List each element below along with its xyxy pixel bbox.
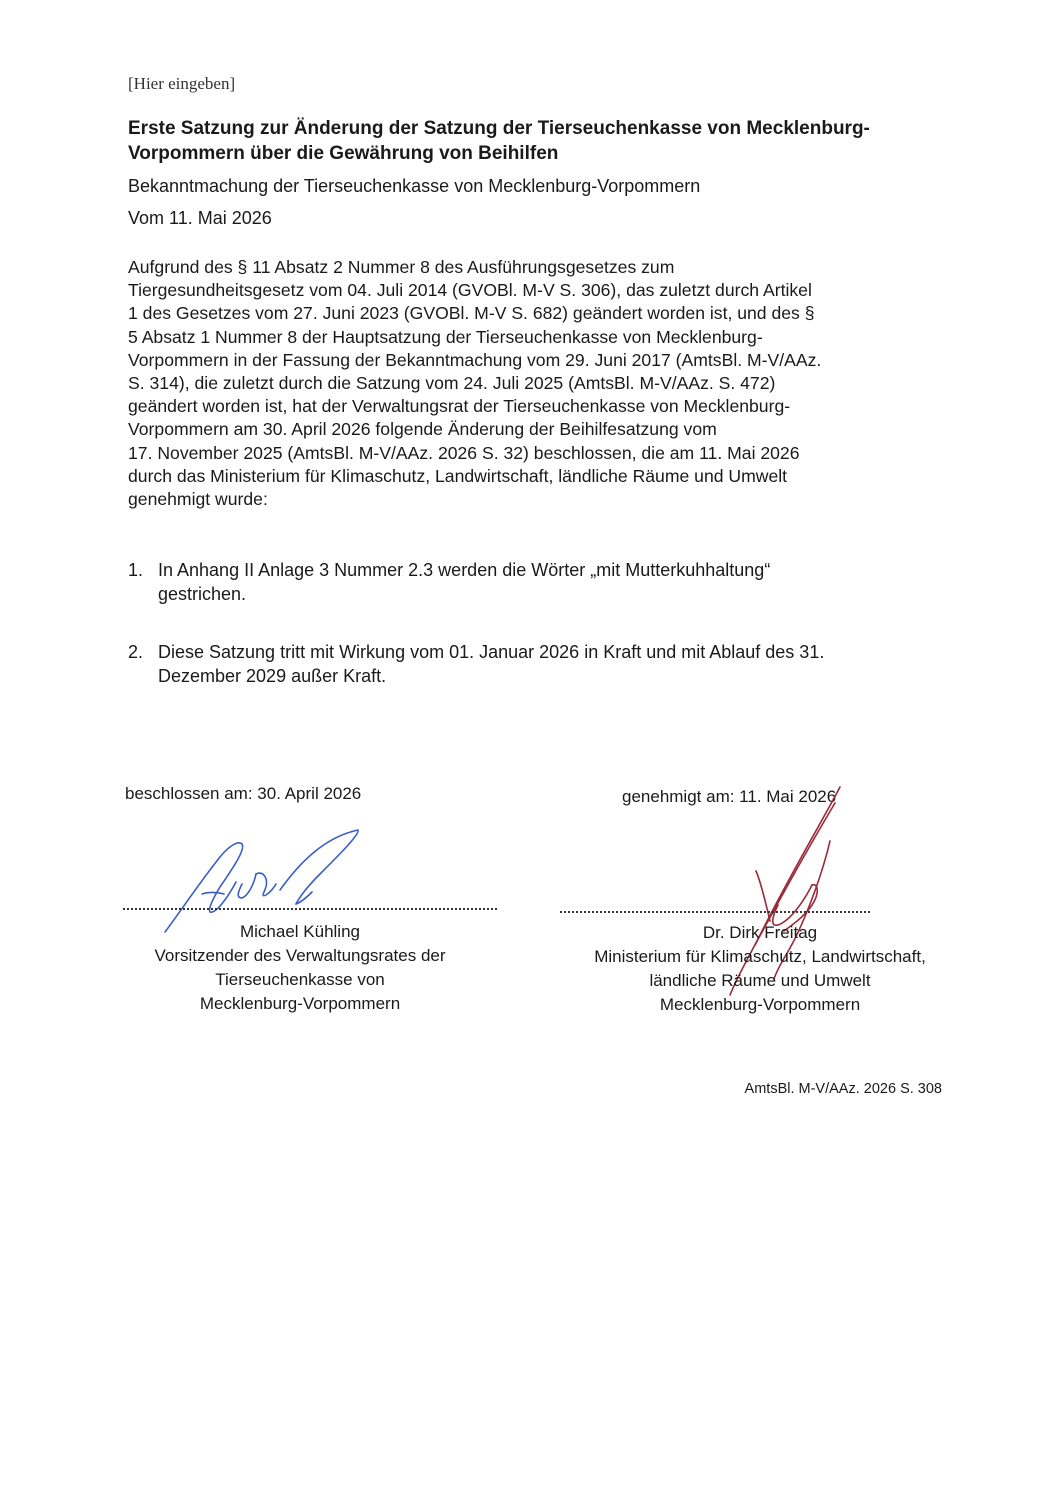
issue-date: Vom 11. Mai 2026: [128, 208, 272, 228]
placeholder-text: [Hier eingeben]: [128, 74, 236, 93]
publisher-line: Bekanntmachung der Tierseuchenkasse von Mecklenburg-Vorpommern: [128, 176, 701, 196]
list-item-line: Diese Satzung tritt mit Wirkung vom 01. Januar 2026 in Kraft und mit Ablauf des 31.: [158, 642, 825, 662]
list-item-line: Dezember 2029 außer Kraft.: [158, 666, 387, 686]
signatory-block-left: [120, 920, 480, 1016]
preamble-line: durch das Ministerium für Klimaschutz, Landwirtschaft, ländliche Räume und Umwelt: [128, 465, 788, 486]
signatory-role-line: Vorsitzender des Verwaltungsrates der: [154, 946, 446, 965]
preamble-paragraph: [128, 256, 968, 511]
signature-line-right: [560, 911, 870, 913]
list-item-text: [158, 558, 770, 606]
preamble-line: geändert worden ist, hat der Verwaltungsrat der Tierseuchenkasse von Mecklenburg-: [128, 396, 791, 417]
signatory-role-line: ländliche Räume und Umwelt: [649, 971, 871, 990]
signatory-role-line: Ministerium für Klimaschutz, Landwirtschaft,: [594, 947, 926, 966]
signatory-block-right: [560, 921, 960, 1017]
signature-line-left: [123, 908, 497, 910]
preamble-line: 1 des Gesetzes vom 27. Juni 2023 (GVOBl. M-V S. 682) geändert worden ist, und des §: [128, 303, 815, 324]
signatory-role-line: Mecklenburg-Vorpommern: [659, 995, 861, 1014]
signatory-role-line: Mecklenburg-Vorpommern: [199, 994, 401, 1013]
preamble-line: 17. November 2025 (AmtsBl. M-V/AAz. 2026 S. 32) beschlossen, die am 11. Mai 2026: [128, 442, 800, 463]
signatory-name-left: Michael Kühling: [239, 922, 360, 941]
preamble-line: genehmigt wurde:: [128, 489, 268, 510]
signatory-role-line: Tierseuchenkasse von: [215, 970, 385, 989]
preamble-line: Aufgrund des § 11 Absatz 2 Nummer 8 des Ausführungsgesetzes zum: [128, 257, 675, 277]
preamble-line: Vorpommern am 30. April 2026 folgende Änderung der Beihilfesatzung vom: [128, 419, 717, 440]
preamble-line: Tiergesundheitsgesetz vom 04. Juli 2014 (GVOBl. M-V S. 306), das zuletzt durch Artikel: [128, 280, 812, 301]
signatory-name-right: Dr. Dirk Freitag: [702, 923, 818, 942]
document-title: [128, 116, 968, 166]
list-item-line: gestrichen.: [158, 584, 247, 604]
gazette-reference: AmtsBl. M-V/AAz. 2026 S. 308: [744, 1081, 942, 1097]
resolved-date-label: beschlossen am: 30. April 2026: [125, 784, 362, 803]
preamble-line: 5 Absatz 1 Nummer 8 der Hauptsatzung der Tierseuchenkasse von Mecklenburg-: [128, 326, 763, 347]
signature-ink-left: [165, 830, 358, 932]
list-item-number: 1.: [128, 560, 144, 580]
preamble-line: S. 314), die zuletzt durch die Satzung vom 24. Juli 2025 (AmtsBl. M-V/AAz. S. 472): [128, 373, 776, 394]
list-item-text: [158, 640, 824, 688]
list-item-line: In Anhang II Anlage 3 Nummer 2.3 werden die Wörter „mit Mutterkuhhaltung“: [158, 560, 771, 580]
title-line: Vorpommern über die Gewährung von Beihilfen: [128, 143, 559, 164]
title-line: Erste Satzung zur Änderung der Satzung der Tierseuchenkasse von Mecklenburg-: [128, 118, 870, 139]
preamble-line: Vorpommern in der Fassung der Bekanntmachung vom 29. Juni 2017 (AmtsBl. M-V/AAz.: [128, 349, 822, 370]
approved-date-label: genehmigt am: 11. Mai 2026: [622, 787, 837, 806]
list-item-number: 2.: [128, 642, 144, 662]
